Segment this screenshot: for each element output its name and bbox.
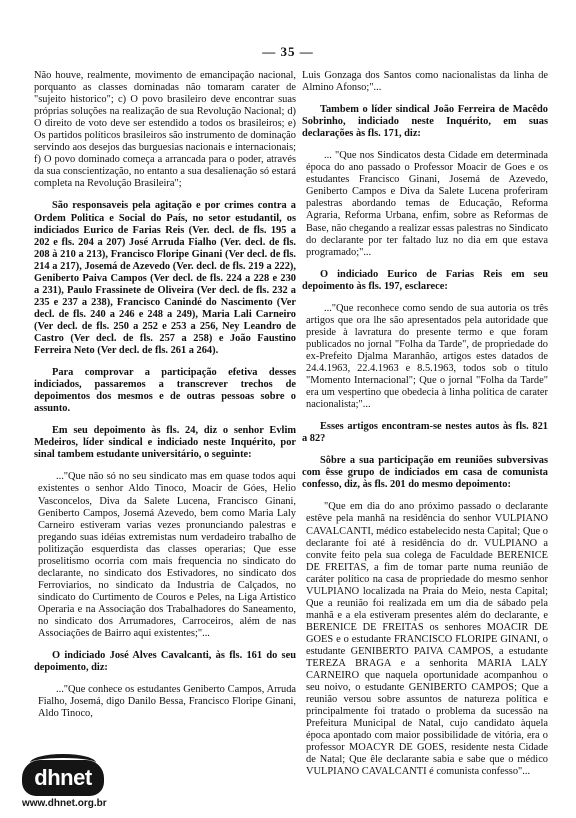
paragraph: São responsaveis pela agitação e por crimes contra a Ordem Politica e Social do País, no setor estudantil, os indiciados Eurico de Farias Reis (Ver. decl. de fls. 195 a 202 e fls. 204 a 207) José Arruda Fialho (Ver. decl. de fls. 208 à 210 a 213), Francisco Floripe Ginani (Ver decl. de fls. 214 a 217), Josemá de Azevedo (Ver. decl. de fls. 219 a 222), Geniberto Paiva Campos (Ver decl. de fls. 224 a 228 e 230 a 231), Paulo Frassinete de Oliveira (Ver decl. de fls. 232 a 235 e 237 a 238), Francisco Canindé do Nascimento (Ver decl. de fls. 240 a 246 e 248 a 249), Maria Lali Carneiro (Ver decl. de fls. 250 a 252 e 253 a 256, Ney Leandro de Castro (Ver decl. de fls. 257 a 258) e João Faustino Ferreira Neto (Ver decl. de fls. 261 a 264). (34, 200, 296, 357)
quotation: "Que em dia do ano próximo passado o declarante estêve pela manhã na residência do senhor VULPIANO CAVALCANTI, médico estabelecido nesta Capital; Que o declarante foi até à residência do dr. VULPIANO a convite feito pela sua colega de Faculdade BERENICE DE FREITAS, a fim de tomar parte numa reunião de caráter político na casa de propriedade do mesmo senhor VULPIANO localizada na Praia do Meio, nesta Capital; Que a reunião foi realizada em um dia de sábado pela manhã e a ela estiveram presentes além do declarante, e BERENICE DE FREITAS os senhores MOACIR DE GOES e o estudante FRANCISCO FLORIPE GINANI, o estudante GENIBERTO PAIVA CAMPOS, a estudante TEREZA BRAGA e a senhorita MARIA LALY CARNEIRO que naquela oportunidade acompanhou o seu noivo, o estudante GENIBERTO CAMPOS; Que a reunião versou sobre assuntos de natureza política e principalmente foi tratado o problema da sucessão na Prefeitura Municipal de Natal, cujo candidato àquela época apontado com maior possibilidade de vitória, era o professor MOACYR DE GOES, residente nesta Cidade de Natal; Que êle declarante sabia e sabe que o médico VULPIANO CAVALCANTI é comunista confesso"... (306, 501, 548, 778)
paragraph: Em seu depoimento às fls. 24, diz o senhor Evlim Medeiros, líder sindical e indiciado neste Inquérito, por sinal tambem estudante universitário, o seguinte: (34, 425, 296, 461)
paragraph: Esses artigos encontram-se nestes autos às fls. 821 a 82? (302, 421, 548, 445)
dhnet-url: www.dhnet.org.br (22, 798, 107, 809)
quotation: ..."Que reconhece como sendo de sua autoria os três artigos que ora lhe são apresentados pela autoridade que preside à lavratura do presente termo e que foram publicados no jornal "Folha da Tarde", de propriedade do ex-Prefeito Djalma Maranhão, artigos estes datados de 24.4.1963, 22.4.1963 e 8.5.1963, todos sob o título "Momento Internacional"; Que o jornal "Folha da Tarde" era um vespertino que obedecia à linha politica de carater nacionalista;"... (306, 302, 548, 411)
quotation: ..."Que conhece os estudantes Geniberto Campos, Arruda Fialho, Josemá, digo Danilo Bessa, Francisco Floripe Ginani, Aldo Tinoco, (38, 684, 296, 720)
paragraph: O indiciado José Alves Cavalcanti, às fls. 161 do seu depoimento, diz: (34, 650, 296, 674)
paragraph: Não houve, realmente, movimento de emancipação nacional, porquanto as classes dominadas não tomaram carater de "sujeito historico"; c) O povo brasileiro deve encontrar suas próprias soluções na realização de sua Revolução Nacional; d) O direito de voto deve ser estendido a todos os brasileiros; e) Os partidos políticos brasileiros são instrumento de dominação servindo aos desejos das burguesias nacionais e internacionais; f) O povo dominado começa a arrancada para o poder, através da sua conscientização, no entanto a sua desalienação só estará completa na Revolução Brasileira"; (34, 70, 296, 190)
page-number: — 35 — (262, 44, 314, 59)
left-column (34, 70, 296, 730)
dhnet-logo (22, 760, 122, 809)
quotation: ..."Que não só no seu sindicato mas em quase todos aqui existentes o senhor Aldo Tinoco, Moacir de Góes, Helio Vasconcelos, Diva da Salete Lucena, Francisco Ginani, Geniberto Campos, Josemá Azevedo, bem como Maria Laly Carneiro estiveram varias vezes pronunciando palestras e pregando suas idéias extremistas num verdadeiro trabalho de politização esquerdista das classes operarias; Que esse proselitismo ocorria com mais frequencia no sindicato do declarante, no sindicato dos Estivadores, no sindicato dos Ferroviarios, no sindicato da Industria de Calçados, no sindicato do Curtimento de Couros e Peles, na Liga Artistico Operaria e na Associação dos Trabalhadores do Saneamento, no sindicato dos Arrumadores, Carroceiros, além de nas Associações de Bairro aqui existentes;"... (38, 471, 296, 640)
paragraph: O indiciado Eurico de Farias Reis em seu depoimento às fls. 197, esclarece: (302, 268, 548, 292)
dhnet-logo-mark: dhnet (22, 760, 104, 796)
paragraph: Luis Gonzaga dos Santos como nacionalistas da linha de Almino Afonso;"... (302, 70, 548, 94)
right-column (302, 70, 548, 788)
paragraph: Tambem o líder sindical João Ferreira de Macêdo Sobrinho, indiciado neste Inquérito, em suas declarações às fls. 171, diz: (302, 104, 548, 140)
paragraph: Sôbre a sua participação em reuniões subversivas com êsse grupo de indiciados em casa de comunista confesso, diz, às fls. 201 do mesmo depoimento: (302, 455, 548, 491)
paragraph: Para comprovar a participação efetiva desses indiciados, passaremos a transcrever trechos de depoimentos dos mesmos e de outras pessoas sobre o assunto. (34, 367, 296, 415)
quotation: ... "Que nos Sindicatos desta Cidade em determinada época do ano passado o Professor Moacir de Goes e os estudantes Francisco Ginani, Josemá de Azevedo, Geniberto Campos e Diva da Salete Lucena proferiram palestras abordando temas de Educação, Reforma Agraria, Reforma Urbana, enfim, sobre as Reformas de Base, não chegando a realizar essas palestras no Sindicato do declarante por ter faltado luz no dia em que estava programado;"... (306, 150, 548, 258)
